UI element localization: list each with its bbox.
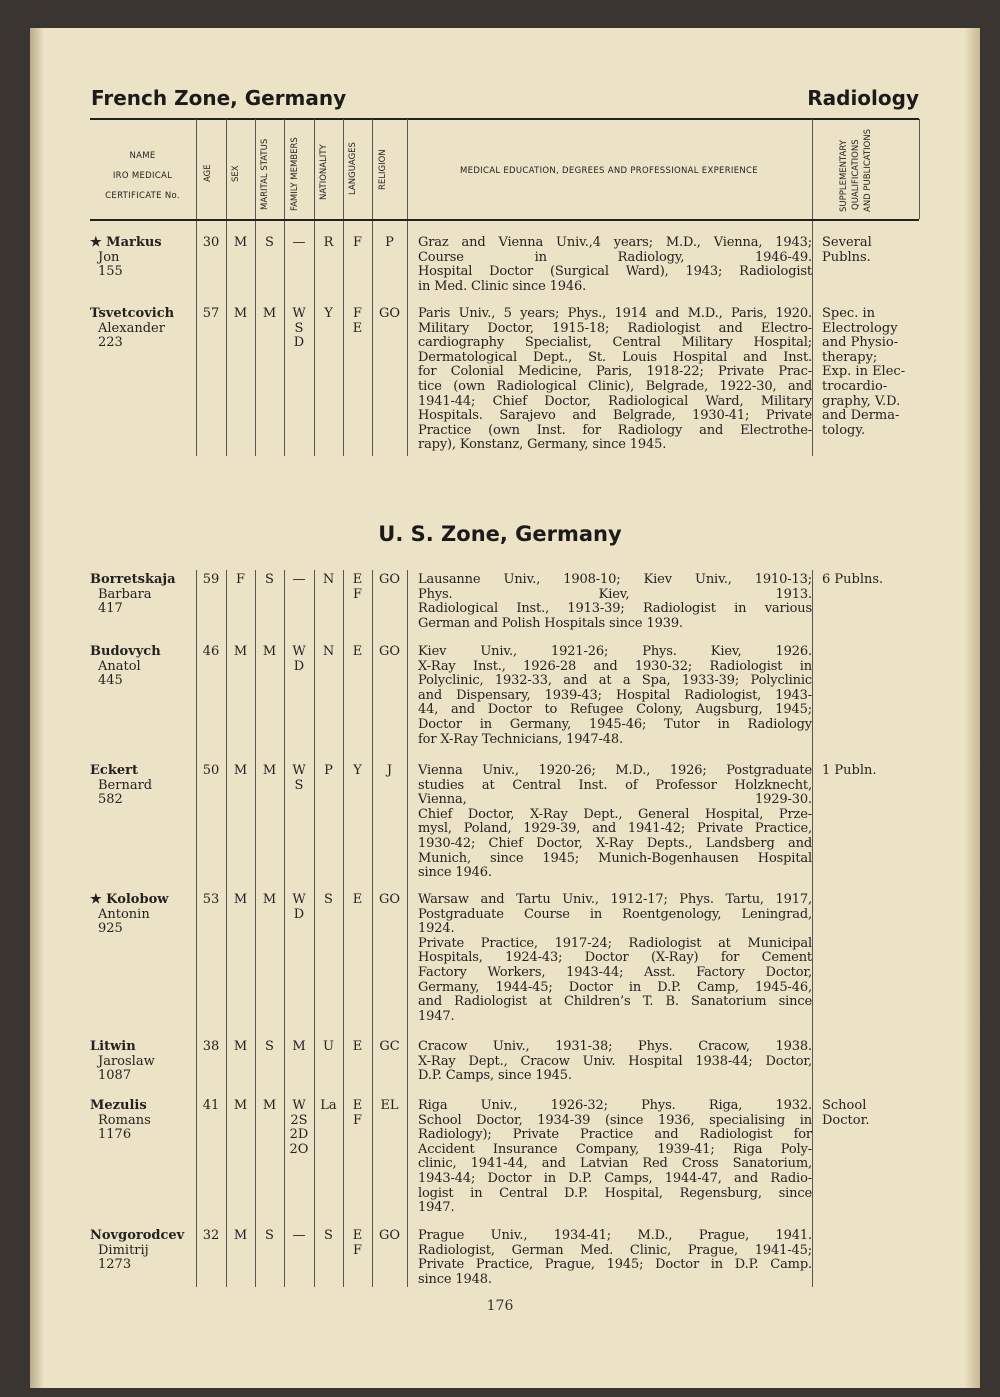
cell-marital: S — [265, 1039, 274, 1054]
name-line: Novgorodcev — [90, 1228, 185, 1243]
column-rule — [314, 221, 315, 456]
cell-nationality: Y — [324, 306, 333, 321]
supp-line: Electrology — [822, 320, 898, 336]
cell-family — [284, 236, 314, 251]
cell-languages — [343, 1040, 372, 1055]
education-line: Hospitals. Sarajevo and Belgrade, 1930-41; Private — [418, 408, 812, 424]
name-line: 582 — [98, 792, 123, 808]
column-header-religion: RELIGION — [378, 149, 388, 190]
family-line: M — [292, 1039, 306, 1054]
education-line: Radiologist, German Med. Clinic, Prague, 1941-45; — [418, 1242, 812, 1258]
column-rule — [919, 119, 920, 219]
cell-languages — [343, 764, 372, 779]
education-line: since 1946. — [418, 865, 492, 881]
column-header-languages: LANGUAGES — [348, 142, 358, 195]
name-line: 1176 — [98, 1127, 132, 1143]
supp-line: tology. — [822, 422, 866, 438]
cell-sex: M — [233, 644, 248, 659]
languages-line: E — [352, 644, 363, 659]
education-line: Hospitals, 1924-43; Doctor (X-Ray) for Cement — [418, 950, 812, 966]
column-header-name-line: NAME — [129, 151, 156, 161]
education-line: Cracow Univ., 1931-38; Phys. Cracow, 1938. — [418, 1039, 812, 1054]
education-line: 1941-44; Chief Doctor, Radiological Ward, Military — [418, 393, 812, 409]
name-line: Litwin — [90, 1039, 136, 1054]
column-rule — [343, 221, 344, 456]
column-header-name — [90, 146, 195, 206]
cell-age: 59 — [202, 572, 220, 587]
cell-languages — [343, 645, 372, 660]
name-line: 1273 — [98, 1257, 132, 1273]
education-line: Course in Radiology, 1946-49. — [418, 249, 812, 265]
name-line: 417 — [98, 601, 123, 617]
cell-age: 32 — [202, 1228, 220, 1243]
cell-name — [90, 1099, 190, 1143]
supp-line: Doctor. — [822, 1112, 870, 1128]
cell-age: 50 — [202, 763, 220, 778]
cell-religion: P — [385, 235, 394, 250]
education-line: D.P. Camps, since 1945. — [418, 1068, 572, 1084]
education-line: Radiological Inst., 1913-39; Radiologist in various — [418, 601, 812, 617]
cell-sex: M — [233, 306, 248, 321]
education-line: studies at Central Inst. of Professor Holzknecht, — [418, 777, 812, 793]
supp-line: Exp. in Elec- — [822, 364, 906, 380]
name-line: Jaroslaw — [98, 1053, 155, 1069]
name-line: 155 — [98, 264, 123, 280]
cell-age: 38 — [202, 1039, 220, 1054]
education-line: since 1948. — [418, 1271, 492, 1287]
cell-sex: M — [233, 235, 248, 250]
cell-age: 57 — [202, 306, 220, 321]
cell-nationality: S — [324, 892, 333, 907]
name-line: Eckert — [90, 763, 138, 778]
education-line: logist in Central D.P. Hospital, Regensburg, since — [418, 1185, 812, 1201]
family-line: S — [294, 320, 304, 336]
family-line: 2O — [289, 1141, 309, 1157]
education-line: Lausanne Univ., 1908-10; Kiev Univ., 1910-13; — [418, 572, 812, 587]
languages-line: E — [352, 892, 363, 907]
languages-line: F — [352, 306, 363, 321]
education-line: German and Polish Hospitals since 1939. — [418, 615, 683, 631]
education-line: 1947. — [418, 1008, 455, 1024]
cell-sex: M — [233, 1228, 248, 1243]
education-line: Munich, since 1945; Munich-Bogenhausen Hospital — [418, 850, 812, 866]
cell-supp — [822, 573, 922, 588]
name-line: Alexander — [98, 320, 165, 336]
cell-age: 41 — [202, 1098, 220, 1113]
cell-name — [90, 307, 190, 351]
cell-religion: J — [386, 763, 393, 778]
supp-line: trocardio- — [822, 378, 888, 394]
name-line: Dimitrij — [98, 1242, 149, 1258]
cell-marital: M — [262, 306, 277, 321]
cell-nationality: U — [323, 1039, 334, 1054]
column-header-name-line: CERTIFICATE No. — [105, 191, 180, 201]
cell-name — [90, 573, 190, 617]
cell-nationality: N — [322, 644, 335, 659]
cell-nationality: R — [323, 235, 334, 250]
column-header-name-line: IRO MEDICAL — [112, 171, 173, 181]
languages-line: Y — [353, 763, 362, 778]
cell-education — [418, 764, 812, 881]
cell-education — [418, 236, 812, 294]
supp-line: School — [822, 1098, 867, 1113]
cell-age: 30 — [202, 235, 220, 250]
education-line: X-Ray Dept., Cracow Univ. Hospital 1938-44; Doctor, — [418, 1053, 812, 1069]
family-line: S — [294, 777, 304, 793]
cell-sex: M — [233, 763, 248, 778]
cell-religion: GO — [378, 892, 401, 907]
education-line: Riga Univ., 1926-32; Phys. Riga, 1932. — [418, 1098, 812, 1113]
education-line: mysl, Poland, 1929-39, and 1941-42; Private Practice, — [418, 821, 812, 837]
cell-supp — [822, 307, 922, 438]
education-line: Vienna, 1929-30. — [418, 792, 812, 808]
cell-family — [284, 1040, 314, 1055]
cell-nationality: P — [324, 763, 333, 778]
cell-education — [418, 645, 812, 747]
education-line: Private Practice, Prague, 1945; Doctor in D.P. Camp. — [418, 1257, 812, 1273]
cell-family — [284, 307, 314, 351]
education-line: Phys. Kiev, 1913. — [418, 586, 812, 602]
education-line: 1924. — [418, 921, 455, 937]
name-line: 925 — [98, 921, 123, 937]
cell-languages — [343, 236, 372, 251]
cell-nationality: S — [324, 1228, 333, 1243]
cell-family — [284, 573, 314, 588]
cell-marital: S — [265, 572, 274, 587]
cell-name — [90, 893, 190, 937]
name-line: Romans — [98, 1112, 151, 1128]
supp-line: therapy; — [822, 349, 878, 365]
family-line: W — [292, 892, 306, 907]
name-line: ★ Markus — [90, 235, 162, 250]
cell-marital: M — [262, 892, 277, 907]
education-line: Vienna Univ., 1920-26; M.D., 1926; Postgraduate — [418, 763, 812, 778]
cell-religion: EL — [380, 1098, 399, 1113]
name-line: Anatol — [98, 658, 141, 674]
cell-age: 46 — [202, 644, 220, 659]
cell-family — [284, 1099, 314, 1157]
education-line: in Med. Clinic since 1946. — [418, 278, 587, 294]
education-line: clinic, 1941-44, and Latvian Red Cross Sanatorium, — [418, 1156, 812, 1172]
specialty-heading: Radiology — [807, 86, 919, 110]
column-rule — [284, 570, 285, 1287]
education-line: for Colonial Medicine, Paris, 1918-22; Private Prac- — [418, 364, 812, 380]
supp-line: and Derma- — [822, 408, 900, 424]
education-line: Chief Doctor, X-Ray Dept., General Hospital, Prze- — [418, 806, 812, 822]
languages-line: E — [352, 1039, 363, 1054]
column-rule — [196, 119, 197, 219]
family-line: W — [292, 644, 306, 659]
education-line: Germany, 1944-45; Doctor in D.P. Camp, 1945-46, — [418, 979, 812, 995]
cell-education — [418, 1229, 812, 1287]
supp-line: 1 Publn. — [822, 763, 877, 778]
education-line: Factory Workers, 1943-44; Asst. Factory Doctor, — [418, 964, 812, 980]
cell-religion: GO — [378, 572, 401, 587]
languages-line: E — [352, 1228, 363, 1243]
education-line: tice (own Radiological Clinic), Belgrade, 1922-30, and — [418, 378, 812, 394]
column-header-family-members: FAMILY MEMBERS — [290, 137, 300, 211]
cell-languages — [343, 307, 372, 336]
education-line: X-Ray Inst., 1926-28 and 1930-32; Radiologist in — [418, 658, 812, 674]
family-line: W — [292, 1098, 306, 1113]
family-line: 2D — [289, 1127, 309, 1143]
education-line: Accident Insurance Company, 1939-41; Riga Poly- — [418, 1141, 812, 1157]
supp-line: Several — [822, 235, 872, 250]
education-line: Kiev Univ., 1921-26; Phys. Kiev, 1926. — [418, 644, 812, 659]
cell-sex: M — [233, 1098, 248, 1113]
family-line: — — [292, 572, 306, 587]
column-rule — [284, 119, 285, 219]
education-line: Warsaw and Tartu Univ., 1912-17; Phys. Tartu, 1917, — [418, 892, 812, 907]
education-line: Private Practice, 1917-24; Radiologist at Municipal — [418, 935, 812, 951]
cell-education — [418, 1040, 812, 1084]
education-line: 1947. — [418, 1200, 455, 1216]
cell-name — [90, 236, 190, 280]
education-line: 44, and Doctor to Refugee Colony, Augsburg, 1945; — [418, 702, 812, 718]
education-line: and Radiologist at Children’s T. B. Sanatorium since — [418, 994, 812, 1010]
education-line: 1930-42; Chief Doctor, X-Ray Depts., Landsberg and — [418, 835, 812, 851]
languages-line: F — [352, 586, 363, 602]
cell-supp — [822, 764, 922, 779]
name-line: Bernard — [98, 777, 153, 793]
family-line: 2S — [290, 1112, 308, 1128]
cell-marital: M — [262, 644, 277, 659]
column-header-marital-status: MARITAL STATUS — [260, 138, 270, 210]
name-line: 445 — [98, 673, 123, 689]
family-line: D — [293, 335, 305, 351]
column-rule — [812, 119, 813, 219]
education-line: Dermatological Dept., St. Louis Hospital and Inst. — [418, 349, 812, 365]
cell-age: 53 — [202, 892, 220, 907]
column-rule — [407, 119, 408, 219]
table-top-rule — [90, 118, 919, 120]
column-rule — [314, 570, 315, 1287]
education-line: rapy), Konstanz, Germany, since 1945. — [418, 437, 667, 453]
languages-line: E — [352, 572, 363, 587]
cell-education — [418, 893, 812, 1024]
supp-line: graphy, V.D. — [822, 393, 901, 409]
education-line: School Doctor, 1934-39 (since 1936, specialising in — [418, 1112, 812, 1128]
cell-family — [284, 764, 314, 793]
column-header-supplementary: SUPPLEMENTARY — [839, 140, 849, 212]
education-line: Practice (own Inst. for Radiology and Electrothe- — [418, 422, 812, 438]
cell-education — [418, 573, 812, 631]
name-line: 1087 — [98, 1068, 132, 1084]
column-rule — [226, 221, 227, 456]
column-rule — [196, 570, 197, 1287]
column-rule — [255, 119, 256, 219]
cell-languages — [343, 1229, 372, 1258]
cell-sex: M — [233, 892, 248, 907]
cell-religion: GC — [379, 1039, 400, 1054]
column-rule — [343, 119, 344, 219]
cell-marital: M — [262, 763, 277, 778]
column-rule — [372, 570, 373, 1287]
education-line: and Dispensary, 1939-43; Hospital Radiologist, 1943- — [418, 687, 812, 703]
name-line: Budovych — [90, 644, 161, 659]
column-header-nationality: NATIONALITY — [319, 144, 329, 200]
supp-line: Publns. — [822, 249, 871, 265]
column-rule — [407, 570, 408, 1287]
supp-line: and Physio- — [822, 335, 899, 351]
cell-name — [90, 764, 190, 808]
education-line: Postgraduate Course in Roentgenology, Leningrad, — [418, 906, 812, 922]
column-header-qualifications: QUALIFICATIONS — [851, 139, 861, 210]
cell-name — [90, 1229, 190, 1273]
cell-family — [284, 893, 314, 922]
column-rule — [226, 570, 227, 1287]
page-number: 176 — [486, 1298, 514, 1314]
family-line: D — [293, 906, 305, 922]
column-rule — [255, 221, 256, 456]
column-rule — [196, 221, 197, 456]
cell-supp — [822, 236, 922, 265]
column-header-education: MEDICAL EDUCATION, DEGREES AND PROFESSIONAL EXPERIENCE — [460, 166, 758, 176]
table-header-rule — [90, 219, 919, 221]
column-rule — [314, 119, 315, 219]
family-line: — — [292, 235, 306, 250]
education-line: Doctor in Germany, 1945-46; Tutor in Radiology — [418, 716, 812, 732]
supp-line: Spec. in — [822, 306, 875, 321]
languages-line: F — [352, 1112, 363, 1128]
cell-religion: GO — [378, 306, 401, 321]
family-line: — — [292, 1228, 306, 1243]
cell-marital: S — [265, 235, 274, 250]
education-line: for X-Ray Technicians, 1947-48. — [418, 731, 624, 747]
cell-education — [418, 1099, 812, 1216]
zone-heading: French Zone, Germany — [91, 86, 347, 110]
name-line: ★ Kolobow — [90, 892, 169, 907]
column-rule — [372, 221, 373, 456]
education-line: Military Doctor, 1915-18; Radiologist and Electro- — [418, 320, 812, 336]
column-header-sex: SEX — [231, 165, 241, 182]
education-line: 1943-44; Doctor in D.P. Camps, 1944-47, and Radio- — [418, 1170, 812, 1186]
education-line: Paris Univ., 5 years; Phys., 1914 and M.D., Paris, 1920. — [418, 306, 812, 321]
education-line: Hospital Doctor (Surgical Ward), 1943; Radiologist — [418, 264, 812, 280]
cell-sex: F — [235, 572, 246, 587]
column-rule — [372, 119, 373, 219]
name-line: Antonin — [98, 906, 150, 922]
cell-marital: M — [262, 1098, 277, 1113]
education-line: Prague Univ., 1934-41; M.D., Prague, 1941. — [418, 1228, 812, 1243]
name-line: Tsvetcovich — [90, 306, 175, 321]
cell-name — [90, 1040, 190, 1084]
column-rule — [255, 570, 256, 1287]
languages-line: E — [352, 1098, 363, 1113]
name-line: Barbara — [98, 586, 152, 602]
name-line: 223 — [98, 335, 123, 351]
column-rule — [226, 119, 227, 219]
name-line: Mezulis — [90, 1098, 147, 1113]
column-rule — [407, 221, 408, 456]
family-line: W — [292, 306, 306, 321]
column-rule — [812, 221, 813, 456]
column-rule — [343, 570, 344, 1287]
column-header-age: AGE — [203, 164, 213, 182]
family-line: D — [293, 658, 305, 674]
cell-sex: M — [233, 1039, 248, 1054]
education-line: Radiology); Private Practice and Radiologist for — [418, 1127, 812, 1143]
cell-languages — [343, 893, 372, 908]
education-line: cardiography Specialist, Central Military Hospital; — [418, 335, 812, 351]
education-line: Graz and Vienna Univ.,4 years; M.D., Vienna, 1943; — [418, 235, 812, 250]
cell-education — [418, 307, 812, 453]
cell-languages — [343, 573, 372, 602]
family-line: W — [292, 763, 306, 778]
cell-religion: GO — [378, 644, 401, 659]
cell-nationality: N — [322, 572, 335, 587]
cell-family — [284, 645, 314, 674]
supp-line: 6 Publns. — [822, 572, 884, 587]
cell-name — [90, 645, 190, 689]
cell-nationality: La — [320, 1098, 337, 1113]
languages-line: F — [352, 1242, 363, 1258]
cell-family — [284, 1229, 314, 1244]
cell-religion: GO — [378, 1228, 401, 1243]
column-rule — [812, 570, 813, 1287]
cell-marital: S — [265, 1228, 274, 1243]
name-line: Borretskaja — [90, 572, 176, 587]
languages-line: F — [352, 235, 363, 250]
section-heading-us-zone: U. S. Zone, Germany — [378, 522, 622, 546]
cell-languages — [343, 1099, 372, 1128]
name-line: Jon — [98, 249, 120, 265]
cell-supp — [822, 1099, 922, 1128]
education-line: Polyclinic, 1932-33, and at a Spa, 1933-39; Polyclinic — [418, 673, 812, 689]
languages-line: E — [352, 320, 363, 336]
column-header-publications: AND PUBLICATIONS — [863, 128, 873, 212]
